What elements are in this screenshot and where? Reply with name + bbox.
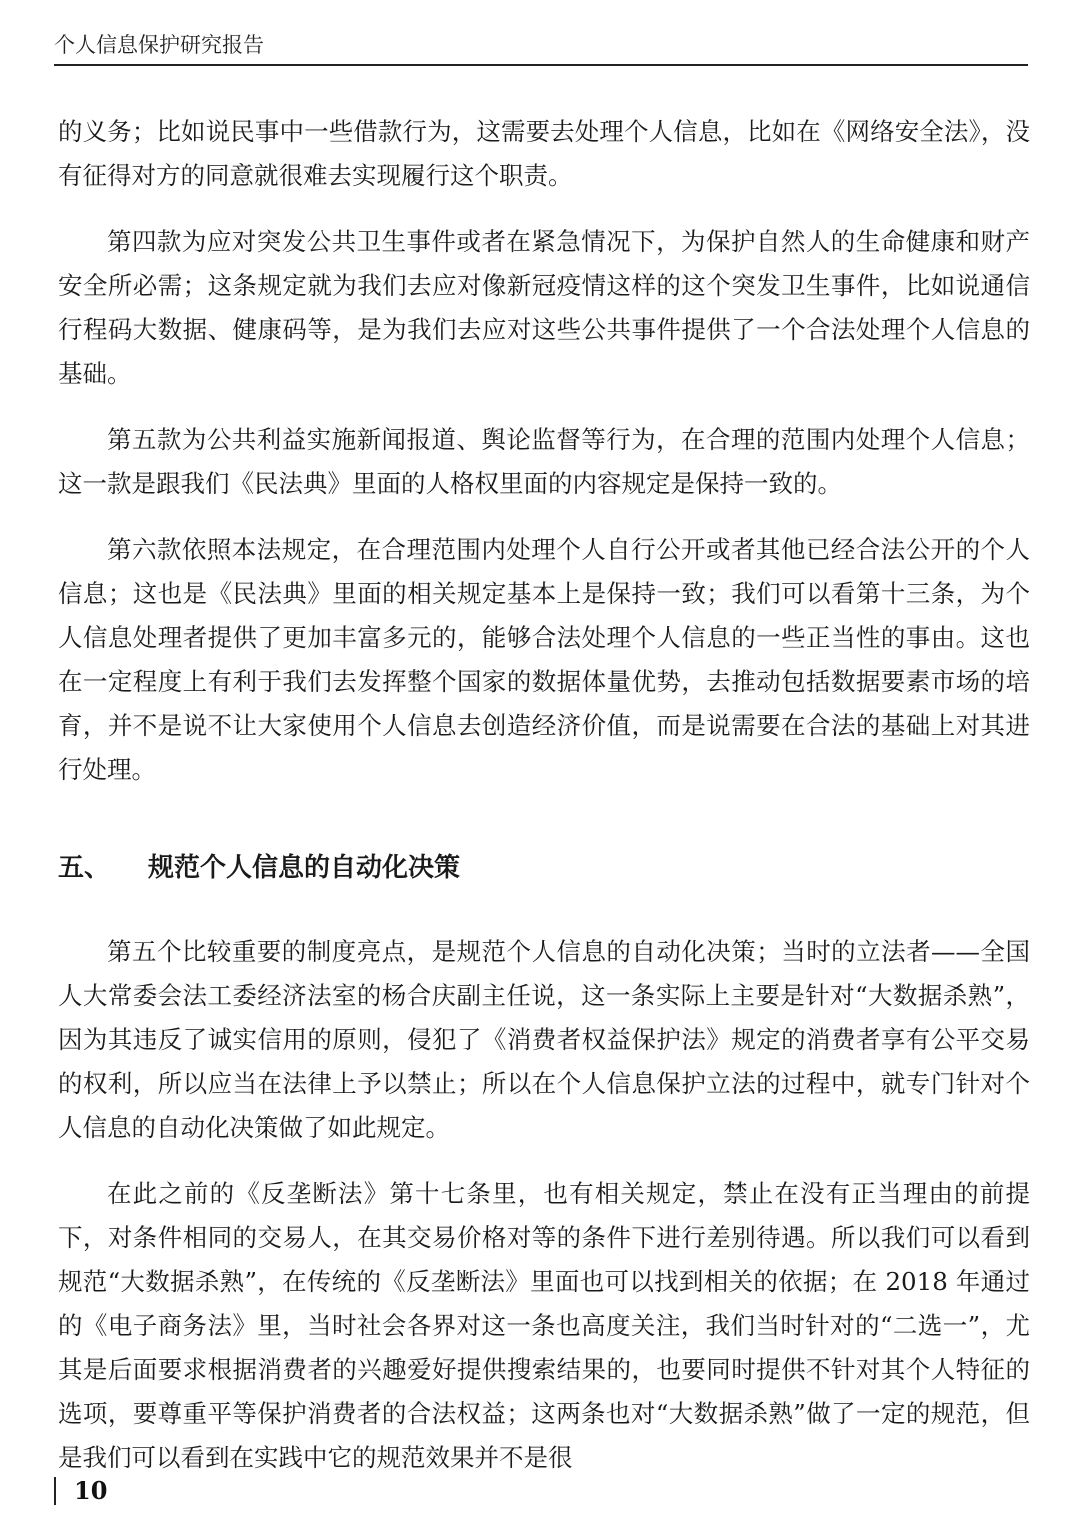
paragraph: 第五个比较重要的制度亮点，是规范个人信息的自动化决策；当时的立法者——全国人大常委会法工委经济法室的杨合庆副主任说，这一条实际上主要是针对“大数据杀熟”，因为其违反了诚实信用的原则，侵犯了《消费者权益保护法》规定的消费者享有公平交易的权利，所以应当在法律上予以禁止；所以在个人信息保护立法的过程中，就专门针对个人信息的自动化决策做了如此规定。 xyxy=(58,937,1030,1142)
page-body xyxy=(58,110,1030,1502)
paragraph: 在此之前的《反垄断法》第十七条里，也有相关规定，禁止在没有正当理由的前提下，对条件相同的交易人，在其交易价格对等的条件下进行差别待遇。所以我们可以看到规范“大数据杀熟”，在传统的《反垄断法》里面也可以找到相关的依据；在 2018 年通过的《电子商务法》里，当时社会各界对这一条也高度关注，我们当时针对的“二选一”，尤其是后面要求根据消费者的兴趣爱好提供搜索结果的，也要同时提供不针对其个人特征的选项，要尊重平等保护消费者的合法权益；这两条也对“大数据杀熟”做了一定的规范，但是我们可以看到在实践中它的规范效果并不是很 xyxy=(58,1179,1030,1472)
header-rule xyxy=(54,64,1028,66)
running-header: 个人信息保护研究报告 xyxy=(54,33,264,57)
paragraph: 第四款为应对突发公共卫生事件或者在紧急情况下，为保护自然人的生命健康和财产安全所必需；这条规定就为我们去应对像新冠疫情这样的这个突发卫生事件，比如说通信行程码大数据、健康码等，是为我们去应对这些公共事件提供了一个合法处理个人信息的基础。 xyxy=(58,227,1030,388)
paragraph: 的义务；比如说民事中一些借款行为，这需要去处理个人信息，比如在《网络安全法》，没有征得对方的同意就很难去实现履行这个职责。 xyxy=(58,117,1030,190)
section-number: 五、 xyxy=(58,853,111,883)
paragraph: 第六款依照本法规定，在合理范围内处理个人自行公开或者其他已经合法公开的个人信息；这也是《民法典》里面的相关规定基本上是保持一致；我们可以看第十三条，为个人信息处理者提供了更加丰富多元的，能够合法处理个人信息的一些正当性的事由。这也在一定程度上有利于我们去发挥整个国家的数据体量优势，去推动包括数据要素市场的培育，并不是说不让大家使用个人信息去创造经济价值，而是说需要在合法的基础上对其进行处理。 xyxy=(58,535,1030,784)
section-heading xyxy=(58,846,1030,890)
footer-divider xyxy=(54,1477,56,1505)
page-number: 10 xyxy=(74,1476,108,1505)
section-title: 规范个人信息的自动化决策 xyxy=(148,853,461,883)
paragraph: 第五款为公共利益实施新闻报道、舆论监督等行为，在合理的范围内处理个人信息；这一款是跟我们《民法典》里面的人格权里面的内容规定是保持一致的。 xyxy=(58,425,1030,498)
page-footer xyxy=(54,1476,107,1505)
